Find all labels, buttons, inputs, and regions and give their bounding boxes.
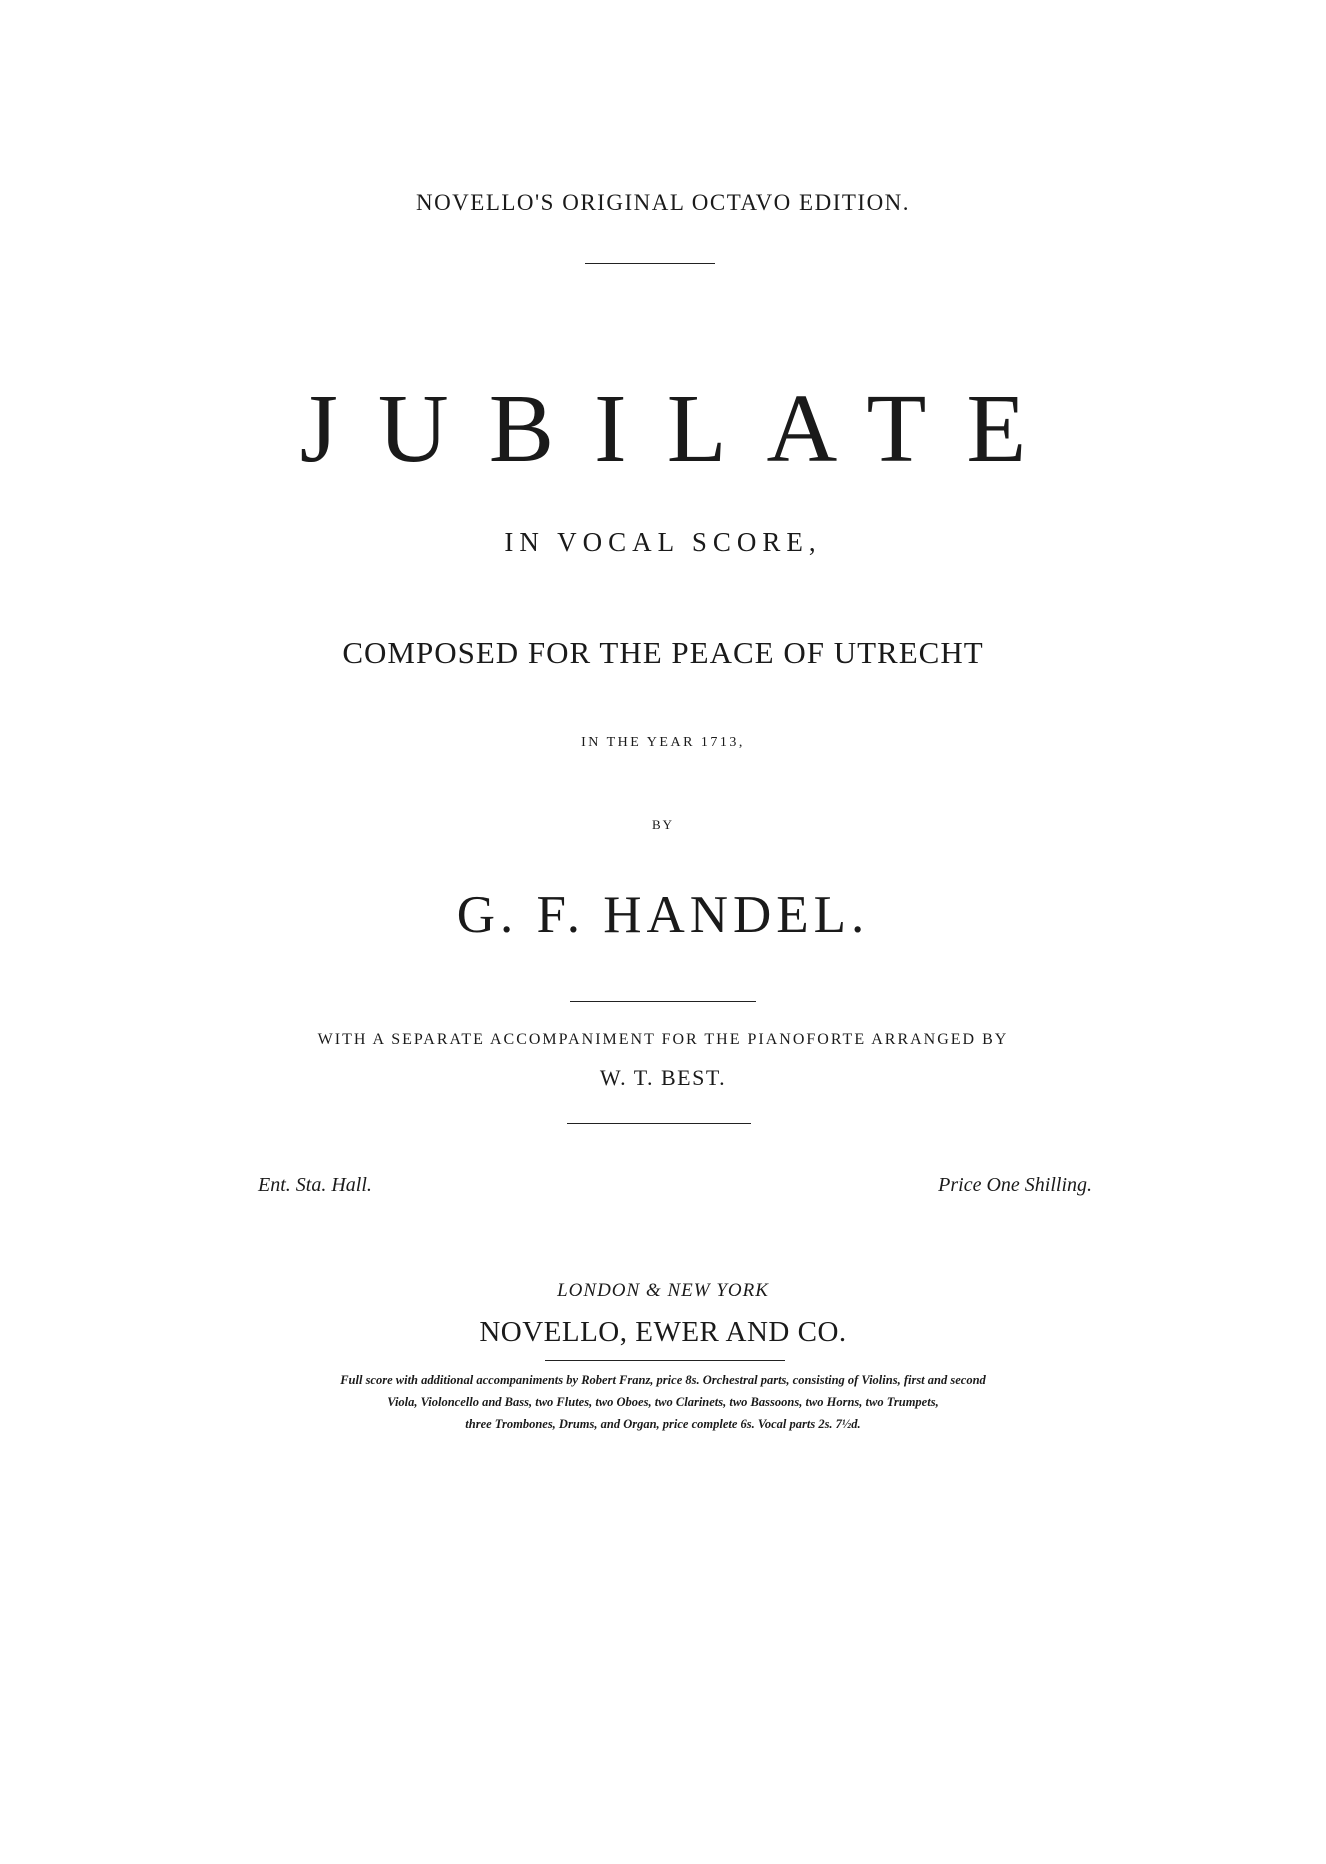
by-line: BY	[651, 817, 675, 832]
divider-top	[585, 263, 715, 264]
occasion-line: COMPOSED FOR THE PEACE OF UTRECHT	[342, 635, 984, 670]
accompaniment-line: WITH A SEPARATE ACCOMPANIMENT FOR THE PIANOFORTE ARRANGED BY	[317, 1031, 1009, 1048]
footnote-line: three Trombones, Drums, and Organ, price complete 6s. Vocal parts 2s. 7½d.	[465, 1417, 861, 1431]
footnote-line: Full score with additional accompaniments by Robert Franz, price 8s. Orchestral parts, consisting of Violins, first and second	[340, 1373, 986, 1387]
registration-note: Ent. Sta. Hall.	[258, 1174, 372, 1196]
edition-heading: NOVELLO'S ORIGINAL OCTAVO EDITION.	[415, 190, 911, 215]
imprint-publisher: NOVELLO, EWER AND CO.	[479, 1316, 847, 1348]
divider-imprint	[545, 1360, 785, 1361]
subtitle: IN VOCAL SCORE,	[504, 527, 822, 557]
composer-name: G. F. HANDEL.	[456, 886, 870, 944]
footnote-line: Viola, Violoncello and Bass, two Flutes, two Oboes, two Clarinets, two Bassoons, two Horns, two Trumpets,	[387, 1395, 939, 1409]
arranger-name: W. T. BEST.	[599, 1065, 727, 1090]
divider-composer	[570, 1001, 756, 1002]
divider-arranger	[567, 1123, 751, 1124]
year-line: IN THE YEAR 1713,	[581, 735, 745, 750]
price-note: Price One Shilling.	[938, 1174, 1092, 1196]
page-title: JUBILATE	[299, 375, 1067, 483]
imprint-place: LONDON & NEW YORK	[557, 1280, 769, 1301]
